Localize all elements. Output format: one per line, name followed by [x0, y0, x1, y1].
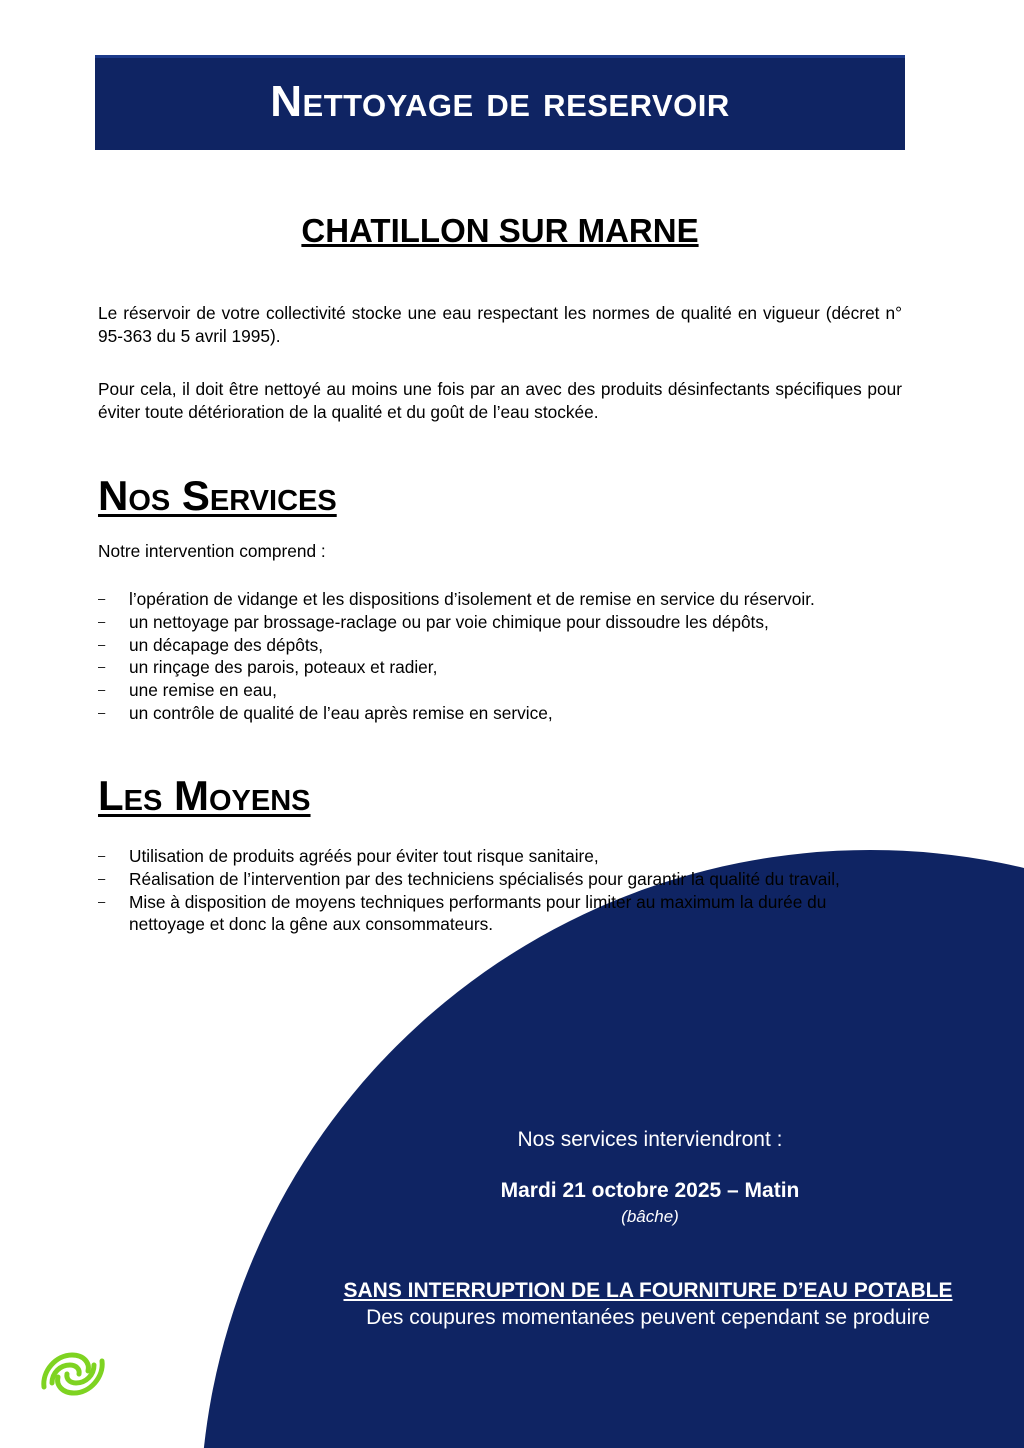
notice-headline: SANS INTERRUPTION DE LA FOURNITURE D’EAU POTABLE — [343, 1279, 953, 1302]
services-intro: Notre intervention comprend : — [98, 541, 326, 561]
suez-logo-text: suez — [112, 1356, 204, 1396]
list-item: – un nettoyage par brossage-raclage ou par voie chimique pour dissoudre les dépôts, — [98, 611, 908, 634]
list-item: – un décapage des dépôts, — [98, 634, 908, 657]
moyens-heading: Les Moyens — [98, 772, 311, 819]
intro-paragraph-2: Pour cela, il doit être nettoyé au moins une fois par an avec des produits désinfectants spécifiques pour éviter toute détérioration de la qualité et du goût de l’eau stockée. — [98, 379, 902, 422]
notice-subline: Des coupures momentanées peuvent cependant se produire — [366, 1306, 930, 1329]
list-item: – l’opération de vidange et les dispositions d’isolement et de remise en service du réservoir. — [98, 588, 908, 611]
list-item: – Utilisation de produits agréés pour éviter tout risque sanitaire, — [98, 845, 898, 868]
location-title: CHATILLON SUR MARNE — [301, 212, 699, 249]
title-banner — [95, 55, 905, 150]
list-item: – une remise en eau, — [98, 679, 908, 702]
services-heading: Nos Services — [98, 472, 337, 519]
page-title: Nettoyage de reservoir — [270, 77, 730, 126]
moyens-list — [98, 845, 898, 936]
intro-paragraph-1: Le réservoir de votre collectivité stocke une eau respectant les normes de qualité en vigueur (décret n° 95-363 du 5 avril 1995). — [98, 303, 902, 346]
notice-lead: Nos services interviendront : — [517, 1128, 783, 1151]
suez-logo — [38, 1343, 218, 1403]
list-item: – Réalisation de l’intervention par des techniciens spécialisés pour garantir la qualité du travail, — [98, 868, 898, 891]
notice-date: Mardi 21 octobre 2025 – Matin — [500, 1179, 800, 1202]
services-list — [98, 588, 908, 725]
list-item: – un rinçage des parois, poteaux et radier, — [98, 656, 908, 679]
list-item: – Mise à disposition de moyens techniques performants pour limiter au maximum la durée du nettoyage et donc la gêne aux consommateurs. — [98, 891, 898, 937]
list-item: – un contrôle de qualité de l’eau après remise en service, — [98, 702, 908, 725]
notice-note: (bâche) — [621, 1207, 679, 1226]
